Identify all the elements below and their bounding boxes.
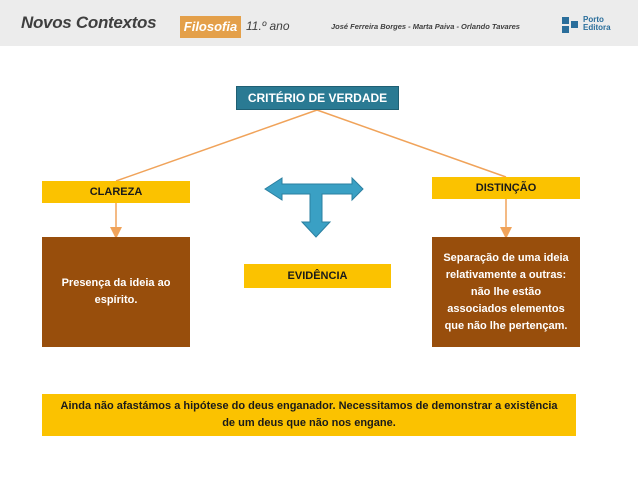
- grade-label: 11.º ano: [246, 19, 290, 33]
- brand-title: Novos Contextos: [21, 13, 157, 32]
- t-arrow-icon: [265, 178, 363, 237]
- clareza-description: Presença da ideia ao espírito.: [42, 237, 190, 347]
- criterio-verdade-title: CRITÉRIO DE VERDADE: [236, 86, 399, 110]
- connector-title-to-clareza: [116, 110, 317, 181]
- clareza-label: CLAREZA: [42, 181, 190, 203]
- authors-text: José Ferreira Borges - Marta Paiva - Orlando Tavares: [331, 22, 520, 31]
- distincao-description: Separação de uma ideia relativamente a outras: não lhe estão associados elementos que não lhe pertençam.: [432, 237, 580, 347]
- publisher-name: Porto Editora: [583, 15, 611, 32]
- distincao-label: DISTINÇÃO: [432, 177, 580, 199]
- connector-title-to-distincao: [317, 110, 506, 177]
- evidencia-label: EVIDÊNCIA: [244, 264, 391, 288]
- subject-badge: Filosofia: [180, 16, 241, 38]
- conclusion-note: Ainda não afastámos a hipótese do deus enganador. Necessitamos de demonstrar a existência de um deus que não nos engane.: [42, 394, 576, 436]
